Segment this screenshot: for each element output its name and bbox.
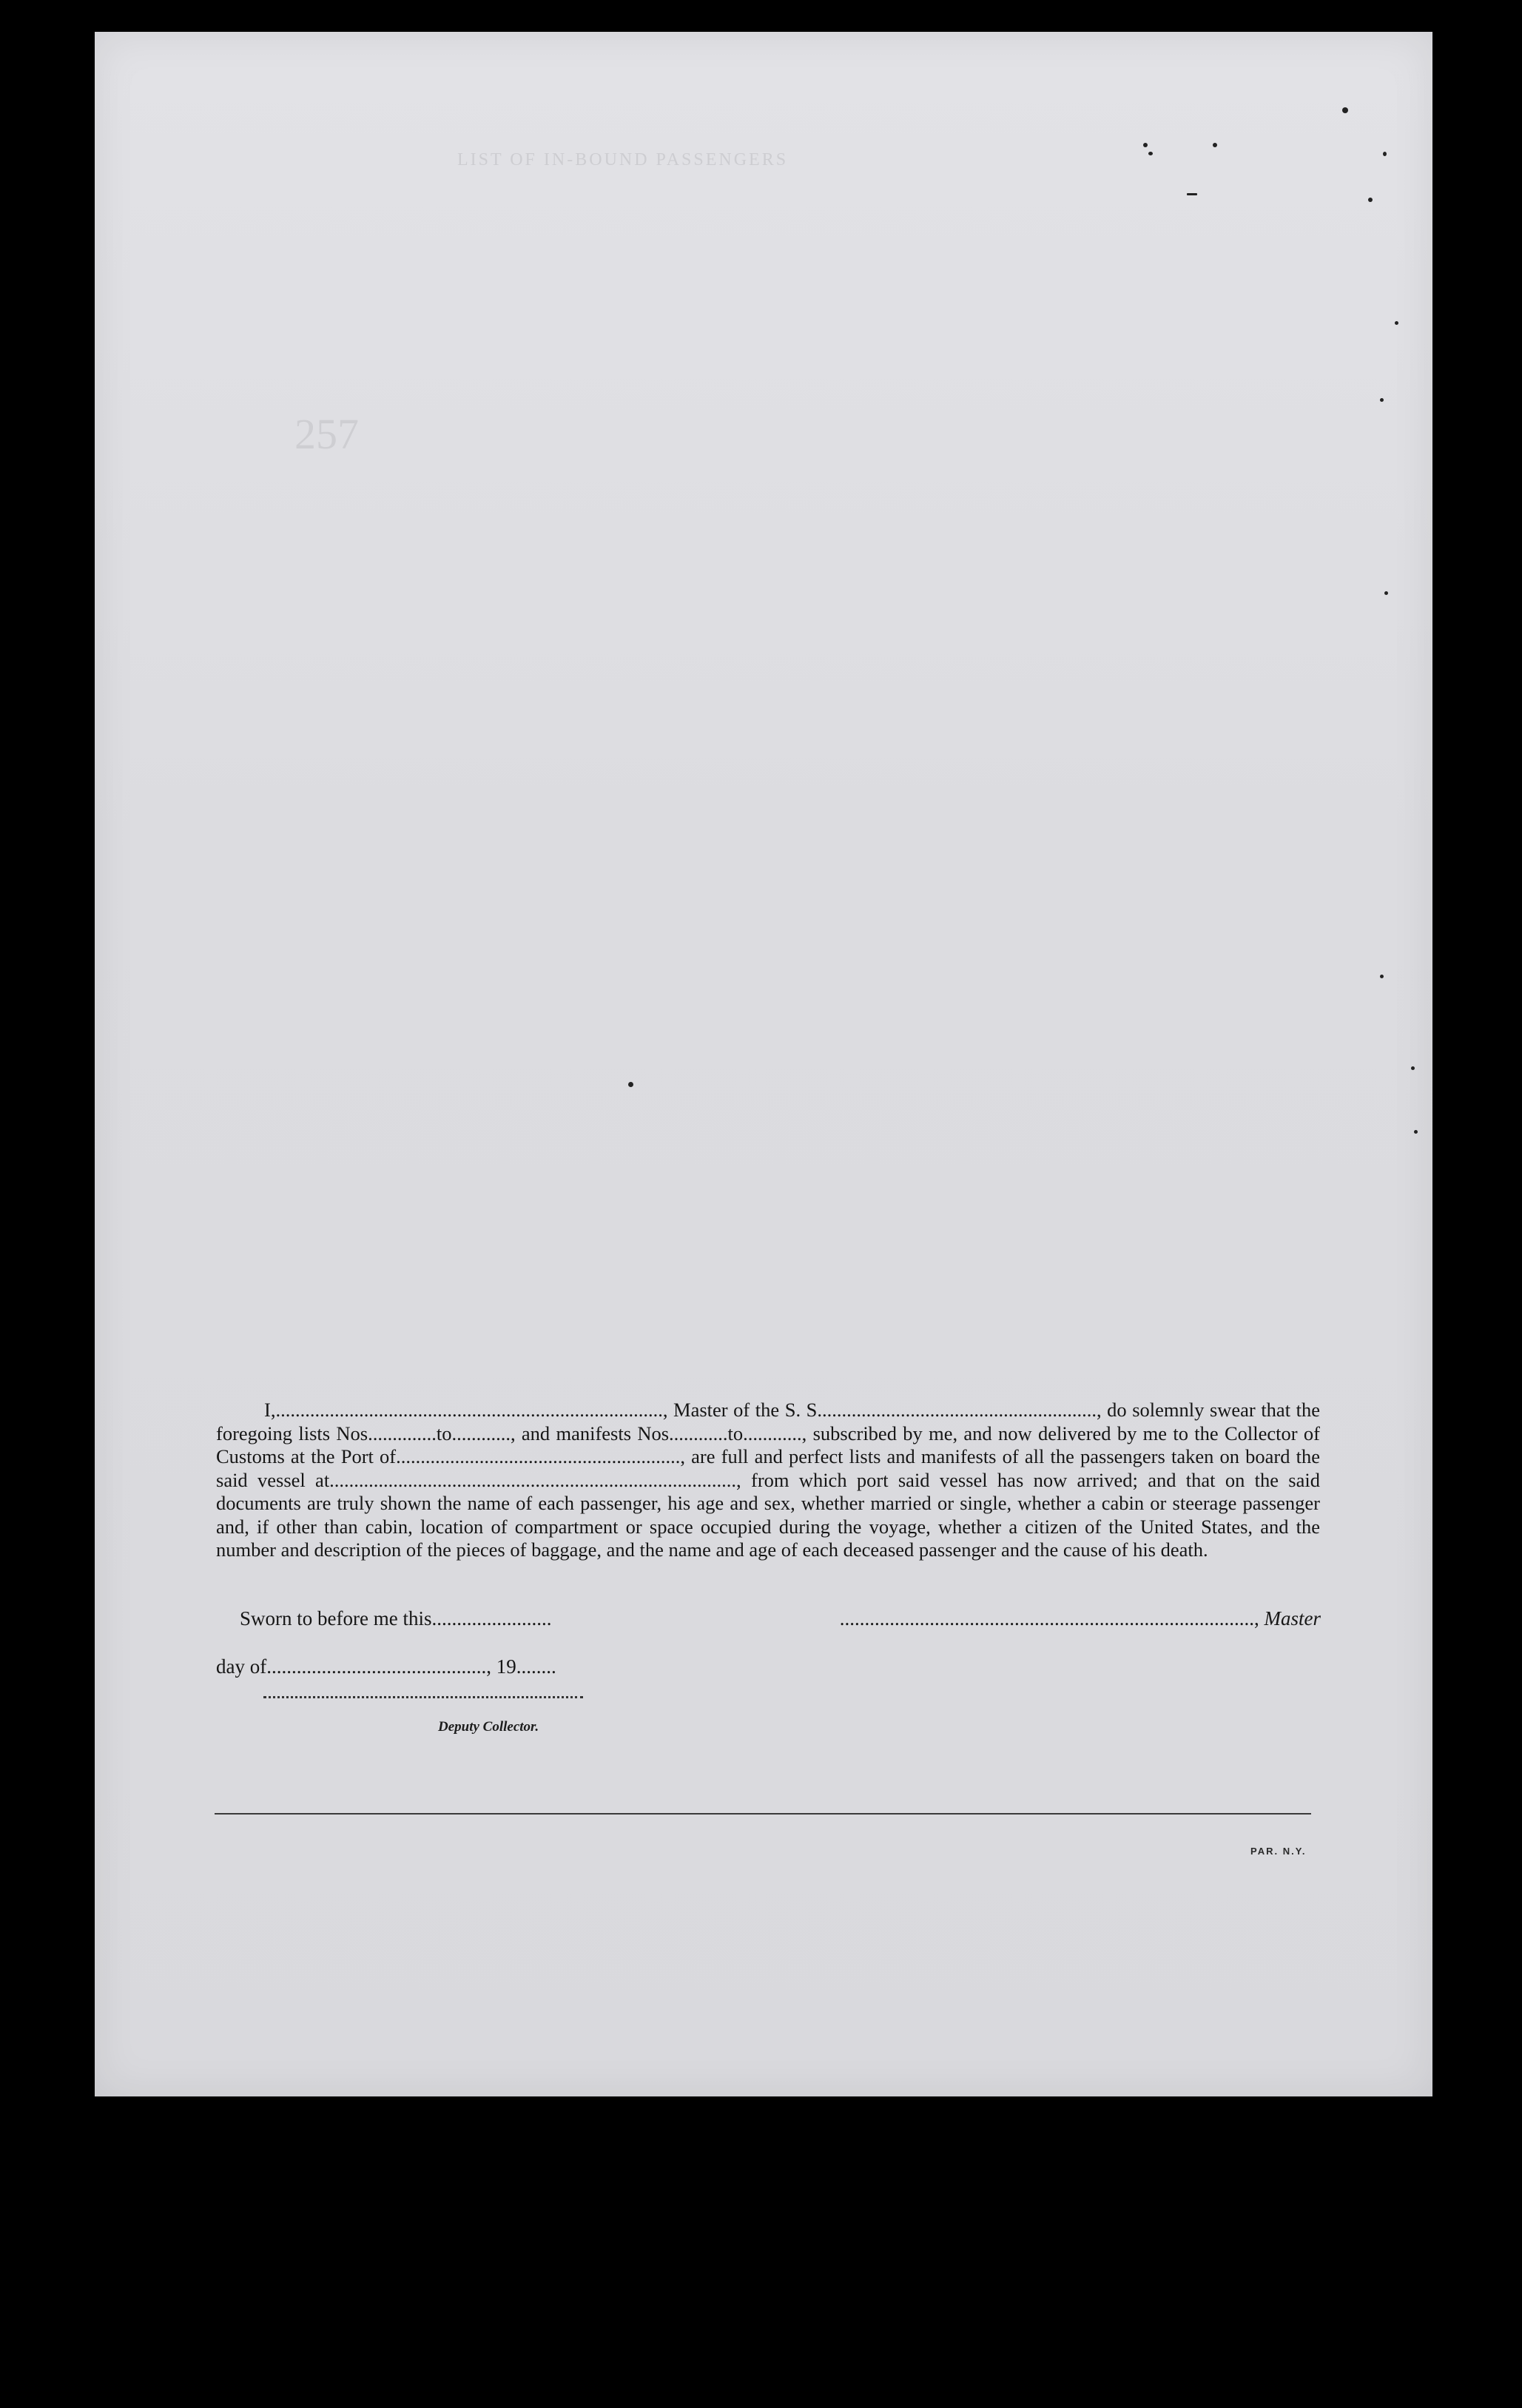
ink-speck (1143, 143, 1148, 147)
ink-speck (1213, 143, 1217, 147)
faded-header-text: LIST OF IN-BOUND PASSENGERS (457, 150, 789, 169)
sworn-label: Sworn to before me this........................ (240, 1607, 552, 1630)
ink-speck (1395, 321, 1398, 325)
master-dots: ..................................................................................., (839, 1607, 1259, 1630)
ink-speck (628, 1082, 633, 1087)
date-line: day of............................................, 19........ (216, 1655, 556, 1678)
ink-speck (1411, 1066, 1415, 1070)
ink-speck (1342, 107, 1348, 113)
master-label: Master (1264, 1607, 1321, 1630)
horizontal-rule (215, 1813, 1311, 1815)
ink-speck (1380, 398, 1384, 402)
printer-mark: PAR. N.Y. (1250, 1846, 1307, 1857)
oath-paragraph (216, 1399, 1320, 1562)
ink-speck (1148, 152, 1153, 155)
ink-speck (1368, 198, 1373, 202)
ink-speck (1414, 1130, 1418, 1134)
ink-speck (1380, 975, 1384, 978)
master-signature-line (840, 1607, 1321, 1630)
deputy-collector-label: Deputy Collector. (438, 1719, 539, 1735)
faded-page-number: 257 (294, 410, 359, 458)
ink-speck (1383, 152, 1387, 156)
ink-speck (1384, 591, 1388, 595)
ink-speck (1187, 193, 1197, 195)
deputy-signature-line (263, 1696, 583, 1701)
document-page (95, 32, 1432, 2096)
oath-text: I,..............................................................................., Master of the S. S........................................................., do solemnly swear that the foregoing lists Nos..............to............, and manifests Nos............to............, subscribed by me, and now delivered by me to the Collector of Customs at the Port of.........................................................., are full and perfect lists and manifests of all the passengers taken on board the said vessel at..................................................................................., from which port said vessel has now arrived; and that on the said documents are truly shown the name of each passenger, his age and sex, whether married or single, whether a cabin or steerage passenger and, if other than cabin, location of compartment or space occupied during the voyage, whether a citizen of the United States, and the number and description of the pieces of baggage, and the name and age of each deceased passenger and the cause of his death. (216, 1399, 1320, 1561)
